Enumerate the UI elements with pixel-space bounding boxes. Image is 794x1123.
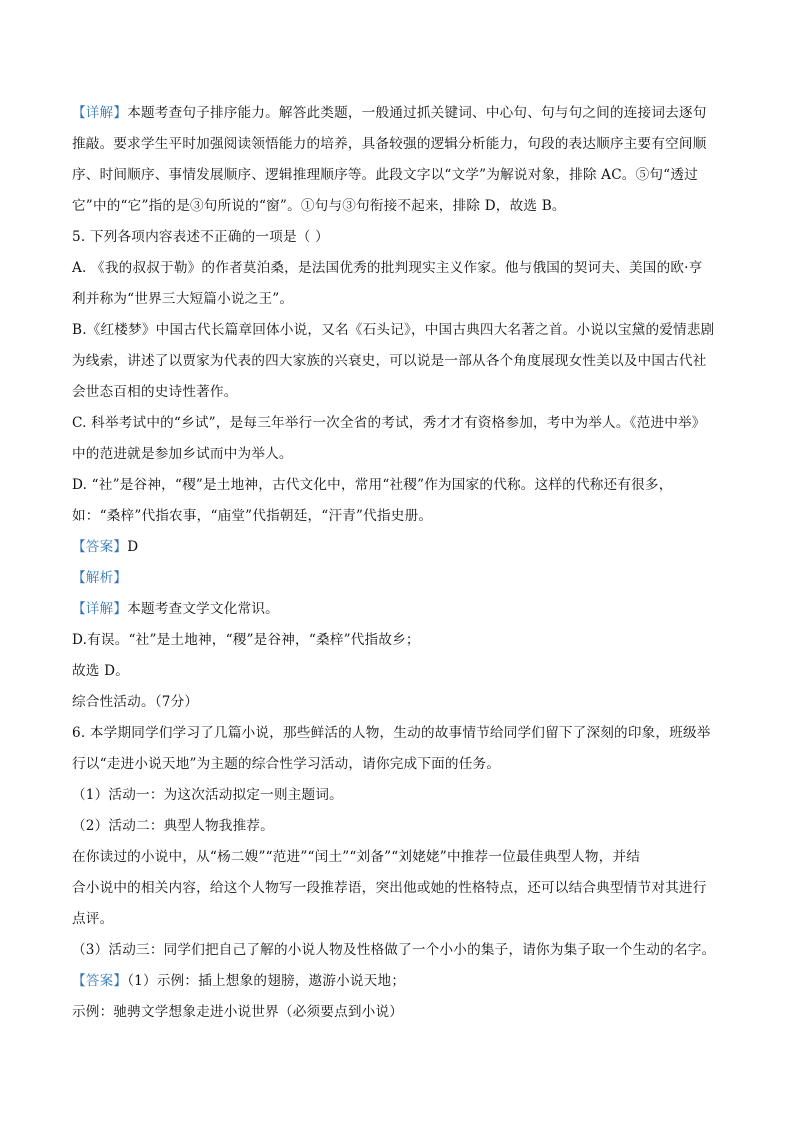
detail-paragraph-line-4: 它”中的“它”指的是③句所说的“窗”。①句与③句衔接不起来，排除 D，故选 B。 [72, 198, 566, 214]
detail-5 [72, 600, 732, 618]
option-c-line-2: 中的范进就是参加乡试而中为举人。 [72, 446, 293, 462]
answer-6-line-2: 示例：驰骋文学想象走进小说世界（必须要点到小说） [72, 1004, 404, 1020]
analysis-tag: 【解析】 [72, 570, 128, 586]
detail-text: 本题考查文学文化常识。 [127, 601, 279, 617]
detail-5-line-2: 故选 D。 [72, 663, 130, 679]
task-2-paragraph-line-1: 在你读过的小说中，从“杨二嫂”“范进”“闰土”“刘备”“刘姥姥”中推荐一位最佳典型人物，并结 [72, 849, 641, 865]
question-6-line-2: 行以“走进小说天地”为主题的综合性学习活动，请你完成下面的任务。 [72, 756, 501, 772]
answer-5 [72, 538, 732, 556]
answer-value: D [127, 539, 139, 555]
task-1: （1）活动一：为这次活动拟定一则主题词。 [72, 787, 343, 803]
answer-6 [72, 972, 732, 990]
question-5-stem: 5. 下列各项内容表述不正确的一项是（ ） [72, 229, 329, 245]
detail-tag: 【详解】 [72, 601, 128, 617]
option-d-line-1: D. “社”是谷神，“稷”是土地神，古代文化中，常用“社稷”作为国家的代称。这样的代称还有很多， [72, 477, 673, 493]
detail-paragraph-line-3: 序、时间顺序、事情发展顺序、逻辑推理顺序等。此段文字以“文学”为解说对象，排除 AC。⑤句“透过 [72, 167, 698, 183]
answer-6-line-1: （1）示例：插上想象的翅膀，遨游小说天地； [127, 973, 406, 989]
option-b-line-1: B.《红楼梦》中国古代长篇章回体小说，又名《石头记》，中国古典四大名著之首。小说以宝黛的爱情悲剧 [72, 322, 715, 338]
analysis-heading [72, 569, 732, 587]
task-2-paragraph-line-3: 点评。 [72, 911, 114, 927]
detail-paragraph-line-1 [72, 104, 732, 122]
detail-tag: 【详解】 [72, 105, 128, 121]
detail-5-line-1: D.有误。“社”是土地神，“稷”是谷神，“桑梓”代指故乡； [72, 632, 420, 648]
option-b-line-3: 会世态百相的史诗性著作。 [72, 384, 238, 400]
answer-tag: 【答案】 [72, 973, 128, 989]
option-a-line-1: A. 《我的叔叔于勒》的作者莫泊桑，是法国优秀的批判现实主义作家。他与俄国的契诃夫、美国的欧·亨 [72, 260, 703, 276]
detail-paragraph-line-2: 推敲。要求学生平时加强阅读领悟能力的培养，具备较强的逻辑分析能力，句段的表达顺序主要有空间顺 [72, 136, 707, 152]
question-6-line-1: 6. 本学期同学们学习了几篇小说，那些鲜活的人物，生动的故事情节给同学们留下了深刻的印象，班级举 [72, 725, 711, 741]
section-heading: 综合性活动。（7分） [72, 694, 199, 710]
task-3: （3）活动三：同学们把自己了解的小说人物及性格做了一个小小的集子，请你为集子取一个生动的名字。 [72, 942, 716, 958]
task-2: （2）活动二：典型人物我推荐。 [72, 818, 274, 834]
detail-text: 本题考查句子排序能力。解答此类题，一般通过抓关键词、中心句、句与句之间的连接词去逐句 [127, 105, 707, 121]
task-2-paragraph-line-2: 合小说中的相关内容，给这个人物写一段推荐语，突出他或她的性格特点，还可以结合典型情节对其进行 [72, 880, 707, 896]
option-c-line-1: C. 科举考试中的“乡试”，是每三年举行一次全省的考试，秀才才有资格参加，考中为举人。《范进中举》 [72, 415, 706, 431]
option-d-line-2: 如：“桑梓”代指农事，“庙堂”代指朝廷，“汗青”代指史册。 [72, 508, 433, 524]
option-b-line-2: 为线索，讲述了以贾家为代表的四大家族的兴衰史，可以说是一部从各个角度展现女性美以及中国古代社 [72, 353, 707, 369]
answer-tag: 【答案】 [72, 539, 128, 555]
option-a-line-2: 利并称为“世界三大短篇小说之王”。 [72, 291, 294, 307]
